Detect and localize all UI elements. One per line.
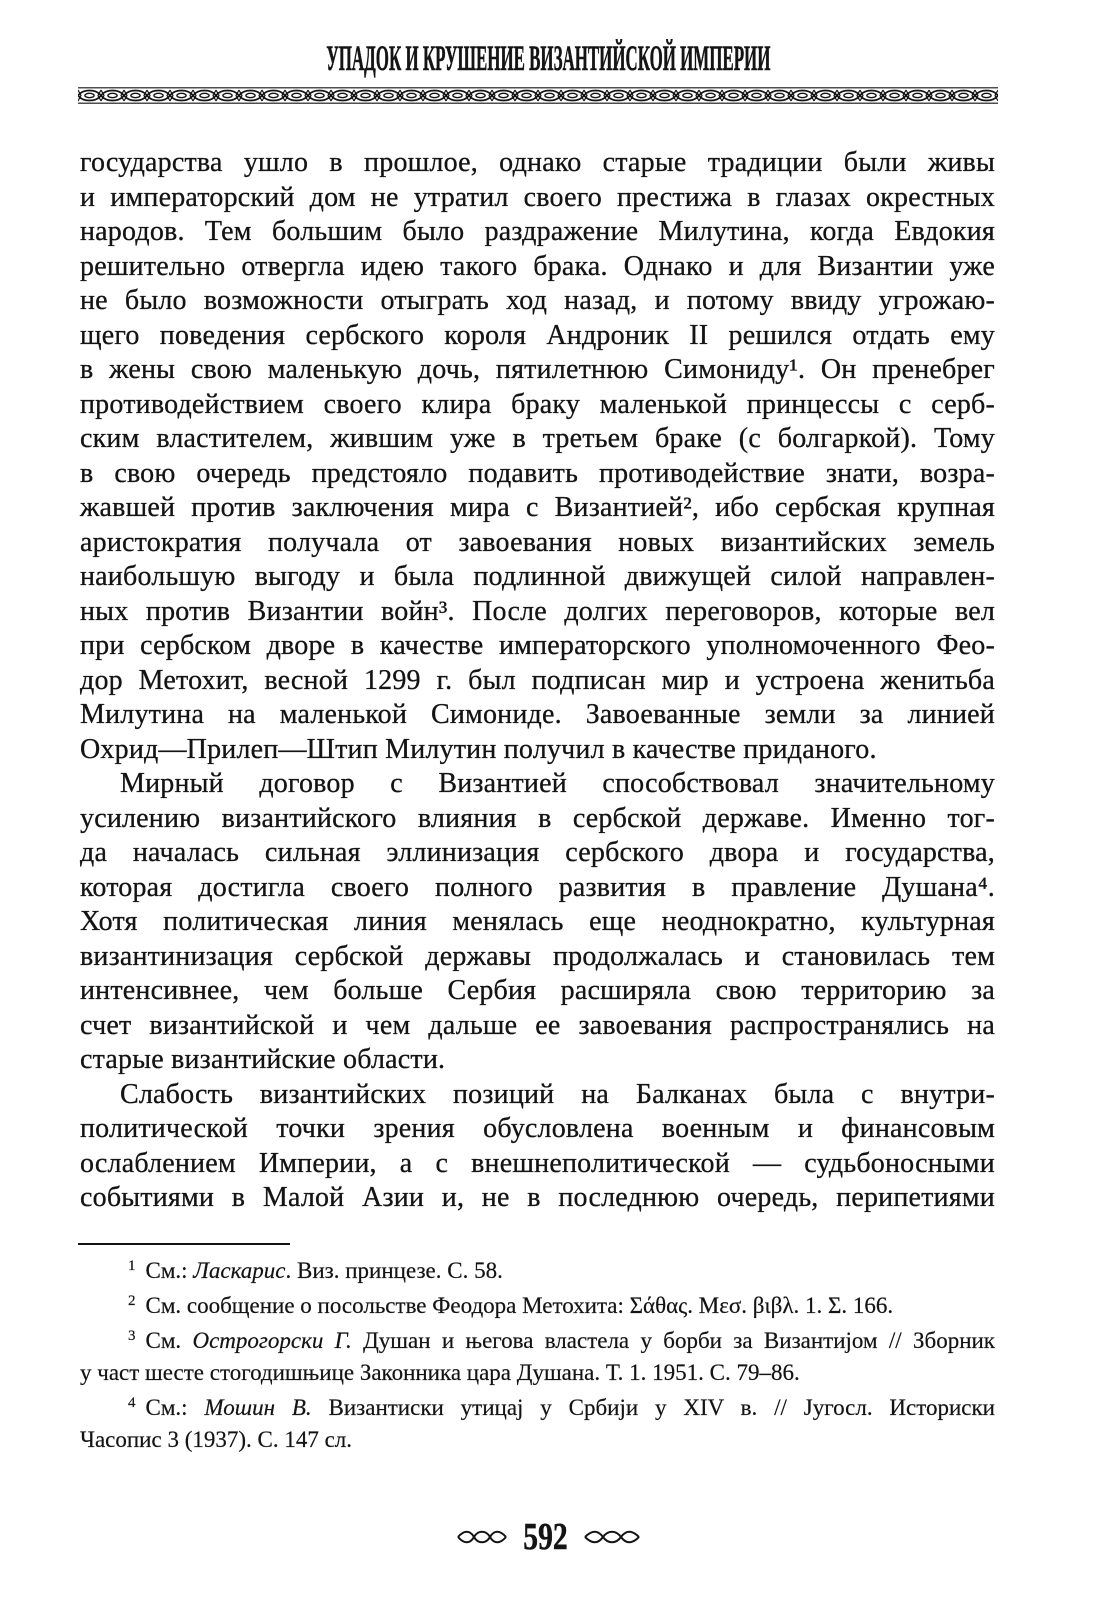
text-line: Мирный договор с Византией способствовал значительному <box>120 768 995 799</box>
page-number: 592 <box>522 1516 568 1558</box>
footnote-author: Мошин В. <box>204 1395 312 1420</box>
ornament-loop-stroke <box>585 1532 639 1543</box>
footnote-text: См.: <box>145 1395 205 1420</box>
text-line: Хотя политическая линия менялась еще неоднократно, культурная <box>80 906 995 937</box>
footnote-text: См. сообщение о посольстве Феодора Метохита: Σάθας. Μεσ. βιβλ. 1. Σ. 166. <box>145 1293 894 1318</box>
braid-ornament-strip <box>78 87 998 104</box>
header-ornament-band <box>78 87 998 104</box>
paragraph-1 <box>80 146 995 767</box>
text-line: событиями в Малой Азии и, не в последнюю очередь, перипетиями <box>80 1182 995 1213</box>
footnote-marker: 3 <box>128 1328 136 1344</box>
paragraph-2 <box>80 767 995 1078</box>
text-line: усилению византийского влияния в сербской державе. Именно тог- <box>80 802 995 834</box>
ornament-loop-stroke <box>458 1532 506 1543</box>
text-line: Слабость византийских позиций на Балканах была с внутри- <box>120 1078 995 1110</box>
footnote-text: См. <box>145 1328 193 1353</box>
footnote-text: Душан и његова властела у борби за Византијом // Зборник <box>351 1328 995 1353</box>
footnote-4 <box>80 1392 995 1456</box>
footnote-author: Ласкарис <box>193 1258 286 1283</box>
text-line: противодействием своего клира браку маленькой принцессы с серб- <box>80 388 995 420</box>
text-line: политической точки зрения обусловлена военным и финансовым <box>80 1113 995 1144</box>
text-line: в свою очередь предстояло подавить противодействие знати, возра- <box>80 457 995 489</box>
footnote-line <box>80 1392 995 1424</box>
text-line: дор Метохит, весной 1299 г. был подписан мир и устроена женитьба <box>80 664 995 696</box>
running-header <box>0 38 1096 78</box>
text-line: да началась сильная эллинизация сербского двора и государства, <box>80 837 995 868</box>
text-line: интенсивнее, чем больше Сербия расширяла свою территорию за <box>80 975 995 1006</box>
text-line: при сербском дворе в качестве императорского уполномоченного Фео- <box>80 630 995 661</box>
footnote-continuation: у част шесте стогодишњице Законника цара Душана. Т. 1. 1951. С. 79–86. <box>80 1360 800 1385</box>
footnote-line <box>80 1325 995 1357</box>
braid-ornament-icon <box>78 87 998 104</box>
text-line: щего поведения сербского короля Андроник II решился отдать ему <box>80 319 995 351</box>
paragraph-3 <box>80 1078 995 1216</box>
text-line: и императорский дом не утратил своего престижа в глазах окрестных <box>80 181 995 213</box>
footnote-1 <box>80 1255 995 1287</box>
footnote-separator <box>78 1243 290 1245</box>
text-line: ским властителем, жившим уже в третьем браке (с болгаркой). Тому <box>80 423 995 454</box>
folio-ornament-right-icon <box>584 1528 640 1546</box>
text-line: ослаблением Империи, а с внешнеполитической — судьбоносными <box>80 1147 995 1179</box>
body-text <box>80 146 995 1216</box>
footnote-marker: 4 <box>128 1395 136 1411</box>
footnote-continuation: Часопис 3 (1937). С. 147 сл. <box>80 1427 353 1452</box>
text-line: старые византийские области. <box>80 1044 446 1075</box>
footnote-line <box>80 1255 995 1287</box>
text-line: Милутина на маленькой Симониде. Завоеванные земли за линией <box>80 699 995 730</box>
text-line: в жены свою маленькую дочь, пятилетнюю Симониду¹. Он пренебрег <box>80 354 995 385</box>
footnote-author: Острогорски Г. <box>192 1328 352 1353</box>
text-line: решительно отвергла идею такого брака. Однако и для Византии уже <box>80 250 995 282</box>
text-line: которая достигла своего полного развития в правление Душана⁴. <box>80 871 995 903</box>
text-line: государства ушло в прошлое, однако старые традиции были живы <box>80 147 995 178</box>
footnote-3 <box>80 1325 995 1389</box>
running-header-title: УПАДОК И КРУШЕНИЕ ВИЗАНТИЙСКОЙ ИМПЕРИИ <box>325 38 770 78</box>
footnotes <box>80 1255 995 1456</box>
text-line: византинизация сербской державы продолжалась и становилась тем <box>80 940 995 972</box>
footnote-line <box>80 1290 995 1322</box>
text-line: счет византийской и чем дальше ее завоевания распространялись на <box>80 1009 995 1041</box>
text-line: не было возможности отыграть ход назад, и потому ввиду угрожаю- <box>80 285 995 316</box>
footnote-marker: 2 <box>128 1293 136 1309</box>
footnote-text: . Виз. принцезе. С. 58. <box>285 1258 503 1283</box>
text-line: жавшей против заключения мира с Византией², ибо сербская крупная <box>80 492 995 523</box>
ornament-loop-stroke <box>585 1532 639 1543</box>
folio-ornament-left-icon <box>457 1528 507 1546</box>
footnote-text: См.: <box>145 1258 194 1283</box>
text-line: ных против Византии войн³. После долгих переговоров, которые вел <box>80 595 995 627</box>
footnote-marker: 1 <box>128 1258 136 1274</box>
text-line: аристократия получала от завоевания новых византийских земель <box>80 526 995 558</box>
text-line: народов. Тем большим было раздражение Милутина, когда Евдокия <box>80 216 995 247</box>
page-folio <box>0 1515 1096 1559</box>
text-line: наибольшую выгоду и была подлинной движущей силой направлен- <box>80 561 995 592</box>
ornament-loop-stroke <box>458 1532 506 1543</box>
text-line: Охрид—Прилеп—Штип Милутин получил в качестве приданого. <box>80 733 877 765</box>
footnote-text: Византиски утицај у Србији у XIV в. // Југосл. Историски <box>311 1395 995 1420</box>
footnote-2 <box>80 1290 995 1322</box>
